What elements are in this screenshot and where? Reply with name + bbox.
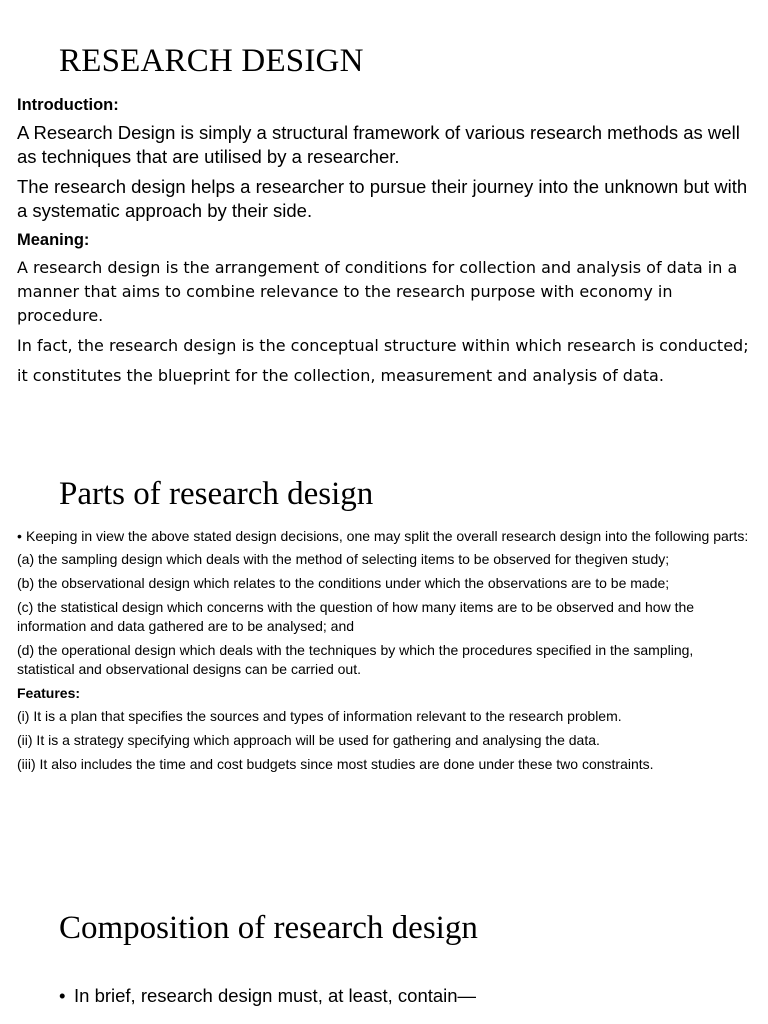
intro-paragraph: The research design helps a researcher to pursue their journey into the unknown but with a systematic approach by their side.	[17, 176, 748, 221]
parts-item: (c) the statistical design which concerns with the question of how many items are to be observed and how the information and data gathered are to be analysed; and	[17, 599, 695, 634]
intro-section	[17, 94, 754, 394]
parts-section	[17, 527, 754, 779]
feature-item: (iii) It also includes the time and cost budgets since most studies are done under these two constraints.	[17, 756, 654, 772]
composition-section	[17, 984, 754, 1012]
page-title: RESEARCH DESIGN	[59, 43, 364, 79]
meaning-paragraph: In fact, the research design is the conceptual structure within which research is conducted;	[17, 336, 749, 355]
bullet-icon: •	[17, 528, 22, 544]
meaning-paragraph: A research design is the arrangement of conditions for collection and analysis of data in a manner that aims to combine relevance to the research purpose with economy in procedure.	[17, 258, 738, 325]
intro-paragraph: A Research Design is simply a structural framework of various research methods as well as techniques that are utilised by a researcher.	[17, 122, 740, 167]
feature-item: (i) It is a plan that specifies the sources and types of information relevant to the research problem.	[17, 708, 622, 724]
parts-item: (b) the observational design which relates to the conditions under which the observations are to be made;	[17, 575, 670, 591]
parts-item: (a) the sampling design which deals with the method of selecting items to be observed for thegiven study;	[17, 551, 670, 567]
bullet-icon: •	[59, 985, 66, 1006]
composition-bullet	[17, 984, 754, 1008]
parts-bullet	[17, 527, 754, 546]
intro-heading: Introduction:	[17, 96, 119, 114]
parts-item: (d) the operational design which deals with the techniques by which the procedures specified in the sampling, statistical and observational designs can be carried out.	[17, 642, 694, 677]
parts-title: Parts of research design	[59, 476, 374, 512]
parts-bullet-text: Keeping in view the above stated design decisions, one may split the overall research design into the following parts:	[26, 528, 749, 544]
composition-bullet-text: In brief, research design must, at least, contain—	[74, 985, 477, 1006]
feature-item: (ii) It is a strategy specifying which approach will be used for gathering and analysing the data.	[17, 732, 600, 748]
meaning-paragraph: it constitutes the blueprint for the collection, measurement and analysis of data.	[17, 366, 664, 385]
meaning-heading: Meaning:	[17, 231, 90, 249]
features-heading: Features:	[17, 685, 81, 701]
composition-title: Composition of research design	[59, 910, 478, 946]
